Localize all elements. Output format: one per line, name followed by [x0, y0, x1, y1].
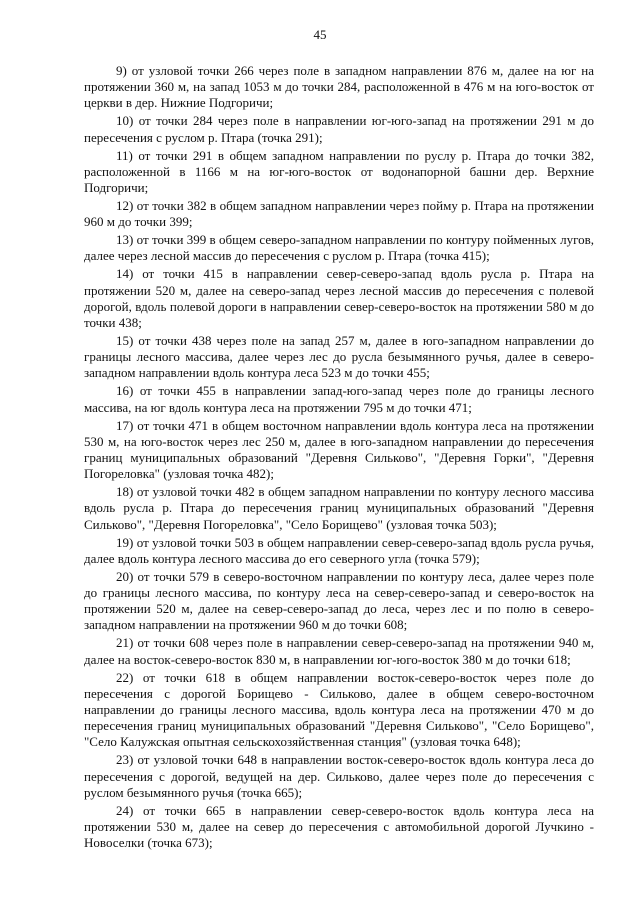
paragraph-13: 13) от точки 399 в общем северо-западном направлении по контуру пойменных лугов, далее через лесной массив до пересечения с руслом р. Птара (точка 415);: [84, 232, 594, 264]
paragraph-23: 23) от узловой точки 648 в направлении восток-северо-восток вдоль контура леса до пересечения с дорогой, ведущей на дер. Сильково, далее через поле до пересечения с руслом безымянного ручья (точка 665);: [84, 752, 594, 800]
paragraph-17: 17) от точки 471 в общем восточном направлении вдоль контура леса на протяжении 530 м, на юго-восток через лес 250 м, далее в юго-западном направлении до пересечения границ муниципальных образований "Деревня Сильково", "Деревня Горки", "Деревня Погореловка" (узловая точка 482);: [84, 417, 594, 482]
paragraph-16: 16) от точки 455 в направлении запад-юго-запад через поле до границы лесного массива, на юг вдоль контура леса на протяжении 795 м до точки 471;: [84, 383, 594, 415]
paragraph-12: 12) от точки 382 в общем западном направлении через пойму р. Птара на протяжении 960 м до точки 399;: [84, 198, 594, 230]
paragraph-10: 10) от точки 284 через поле в направлении юг-юго-запад на протяжении 291 м до пересечения с руслом р. Птара (точка 291);: [84, 113, 594, 145]
paragraph-22: 22) от точки 618 в общем направлении восток-северо-восток через поле до пересечения с дорогой Борищево - Сильково, далее в общем северо-восточном направлении до границы лесного массива, вдоль контура леса на протяжении 470 м до пересечения границ муниципальных образований "Деревня Сильково", "Село Борищево", "Село Калужская опытная сельскохозяйственная станция" (узловая точка 648);: [84, 669, 594, 750]
paragraph-20: 20) от точки 579 в северо-восточном направлении по контуру леса, далее через поле до границы лесного массива, по контуру леса на север-северо-запад и северо-восток на протяжении 520 м, далее на север-северо-запад до леса, через лес и по полю в северо-западном направлении на протяжении 960 м до точки 608;: [84, 568, 594, 633]
paragraph-18: 18) от узловой точки 482 в общем западном направлении по контуру лесного массива вдоль русла р. Птара до пересечения границ муниципальных образований "Деревня Сильково", "Деревня Погореловка", "Село Борищево" (узловая точка 503);: [84, 484, 594, 532]
paragraph-9: 9) от узловой точки 266 через поле в западном направлении 876 м, далее на юг на протяжении 360 м, на запад 1053 м до точки 284, расположенной в 476 м на юго-восток от церкви в дер. Нижние Подгоричи;: [84, 63, 594, 111]
document-body: [84, 63, 594, 853]
page-number: 45: [313, 27, 327, 42]
paragraph-19: 19) от узловой точки 503 в общем направлении север-северо-запад вдоль русла ручья, далее вдоль контура лесного массива до его северного угла (точка 579);: [84, 534, 594, 566]
paragraph-15: 15) от точки 438 через поле на запад 257 м, далее в юго-западном направлении до границы лесного массива, далее через лес до русла безымянного ручья, далее в северо-западном направлении вдоль контура леса 523 м до точки 455;: [84, 333, 594, 381]
paragraph-11: 11) от точки 291 в общем западном направлении по руслу р. Птара до точки 382, расположенной в 1166 м на юг-юго-восток от водонапорной башни дер. Верхние Подгоричи;: [84, 147, 594, 196]
paragraph-14: 14) от точки 415 в направлении север-северо-запад вдоль русла р. Птара на протяжении 520 м, далее на северо-запад через лесной массив до пересечения с полевой дорогой, вдоль полевой дороги в направлении север-северо-восток на протяжении 580 м до точки 438;: [84, 266, 594, 331]
paragraph-24: 24) от точки 665 в направлении север-северо-восток вдоль контура леса на протяжении 530 м, далее на север до пересечения с автомобильной дорогой Лучкино - Новоселки (точка 673);: [84, 802, 594, 851]
paragraph-21: 21) от точки 608 через поле в направлении север-северо-запад на протяжении 940 м, далее на восток-северо-восток 830 м, в направлении юг-юго-восток 380 м до точки 618;: [84, 635, 594, 667]
